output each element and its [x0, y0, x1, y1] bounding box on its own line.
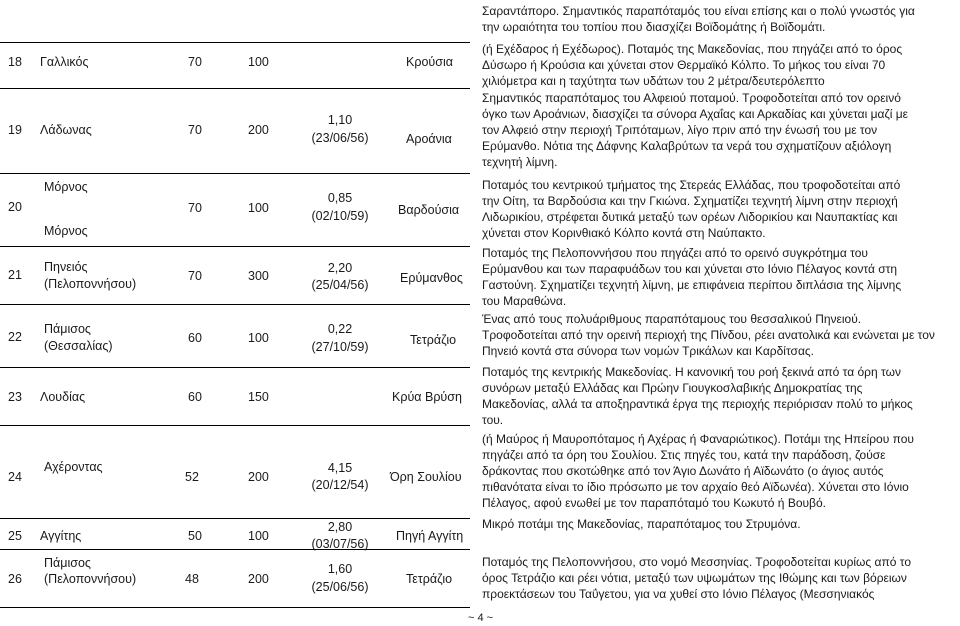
description-line: όρος Τετράζιο και ρέει νότια, μεταξύ των υψωμάτων της Ιθώμης και των βόρειων — [482, 571, 907, 585]
river-area: 300 — [248, 269, 269, 283]
page-number: ~ 4 ~ — [468, 612, 494, 624]
river-flow: 0,22 — [327, 322, 353, 336]
row-divider — [0, 425, 470, 426]
description-18 — [482, 41, 952, 89]
description-line: (ή Μαύρος ή Μαυροπόταμος ή Αχέρας ή Φαναριώτικος). Ποτάμι της Ηπείρου που — [482, 432, 914, 446]
river-flow: 4,15 — [327, 461, 353, 475]
flow-date: (23/06/56) — [311, 131, 369, 145]
description-line: τεχνητή λίμνη. — [482, 155, 558, 169]
row-number: 21 — [8, 268, 22, 282]
description-22 — [482, 311, 952, 359]
river-name-alt: Μόρνος — [44, 224, 88, 238]
river-source: Πηγή Αγγίτη — [396, 529, 464, 543]
river-source: Βαρδούσια — [398, 203, 460, 217]
river-source: Όρη Σουλίου — [390, 470, 462, 484]
description-line: Πέλαγος, αφού ενωθεί με τον παραπόταμό του Κωκυτό ή Βουβό. — [482, 496, 826, 510]
river-length: 60 — [188, 390, 202, 404]
row-number: 25 — [8, 529, 22, 543]
river-area: 150 — [248, 390, 269, 404]
river-flow: 1,60 — [327, 562, 353, 576]
row-divider — [0, 304, 470, 305]
river-name: Λάδωνας — [40, 123, 92, 137]
description-line: Ποταμός του κεντρικού τμήματος της Στερεάς Ελλάδας, που τροφοδοτείται από — [482, 178, 901, 192]
row-number: 22 — [8, 330, 22, 344]
description-line: την Οίτη, τα Βαρδούσια και την Γκιώνα. Σχηματίζει τεχνητή λίμνη στην περιοχή — [482, 194, 898, 208]
description-line: Ποταμός της κεντρικής Μακεδονίας. Η κανονική του ροή ξεκινά από τα όρη των — [482, 365, 901, 379]
flow-date: (03/07/56) — [311, 537, 369, 551]
river-name: Μόρνος — [44, 180, 88, 194]
row-divider — [0, 518, 470, 519]
river-name: Πηνειός — [44, 260, 88, 274]
river-name-alt: (Θεσσαλίας) — [44, 339, 113, 353]
river-flow: 2,20 — [327, 261, 353, 275]
description-line: συνόρων μεταξύ Ελλάδας και Πρώην Γιουγκοσλαβικής Δημοκρατίας της — [482, 381, 863, 395]
description-line: τον Αλφειό στην περιοχή Τριπόταμων, λίγο πριν από την ένωσή του με τον — [482, 123, 878, 137]
river-flow: 1,10 — [327, 113, 353, 127]
flow-date: (20/12/54) — [311, 478, 369, 492]
description-20 — [482, 177, 952, 241]
description-line: του Μαραθώνα. — [482, 294, 567, 308]
river-area: 200 — [248, 123, 269, 137]
description-line: (ή Εχέδαρος ή Εχέδωρος). Ποταμός της Μακεδονίας, που πηγάζει από το όρος — [482, 42, 903, 56]
river-length: 60 — [188, 331, 202, 345]
flow-date: (27/10/59) — [311, 340, 369, 354]
river-source: Κρύα Βρύση — [392, 390, 462, 404]
row-number: 26 — [8, 572, 22, 586]
description-24 — [482, 431, 952, 511]
row-number: 24 — [8, 470, 22, 484]
river-name: Λουδίας — [40, 390, 86, 404]
river-length: 70 — [188, 123, 202, 137]
river-area: 100 — [248, 55, 269, 69]
description-line: Ποταμός της Πελοποννήσου που πηγάζει από το ορεινό συγκρότημα του — [482, 246, 868, 260]
river-flow: 2,80 — [327, 520, 353, 534]
river-flow: 0,85 — [327, 191, 353, 205]
description-line: Ποταμός της Πελοποννήσου, στο νομό Μεσσηνίας. Τροφοδοτείται κυρίως από το — [482, 555, 912, 569]
description-line: πηγάζει από τα όρη του Σουλίου. Στις πηγές του, κατά την παράδοση, ζούσε — [482, 448, 886, 462]
river-area: 200 — [248, 470, 269, 484]
description-26 — [482, 554, 952, 602]
description-line: του. — [482, 413, 504, 427]
river-length: 70 — [188, 269, 202, 283]
row-number: 19 — [8, 123, 22, 137]
description-line: χύνεται στον Κορινθιακό Κόλπο κοντά στη Ναύπακτο. — [482, 226, 766, 240]
row-number: 20 — [8, 200, 22, 214]
river-length: 52 — [185, 470, 199, 484]
description-line: την ωραιότητα του τοπίου που διασχίζει Βοϊδομάτης ή Βοϊδομάτι. — [482, 20, 826, 34]
description-line: Ερύμανθο. Νότια της Δάφνης Καλαβρύτων τα νερά του σχηματίζουν αξιόλογη — [482, 139, 892, 153]
flow-date: (25/04/56) — [311, 278, 369, 292]
description-line: πιθανότατα είναι το ίδιο πρόσωπο με τον αρχαίο θεό Αϊδωνέα). Χύνεται στο Ιόνιο — [482, 480, 909, 494]
row-number: 18 — [8, 55, 22, 69]
row-number: 23 — [8, 390, 22, 404]
description-line: Πηνειό κοντά στα σύνορα των νομών Τρικάλων και Καρδίτσας. — [482, 344, 814, 358]
description-19 — [482, 90, 952, 170]
row-divider — [0, 42, 470, 43]
river-length: 50 — [188, 529, 202, 543]
row-divider — [0, 246, 470, 247]
river-name: Πάμισος — [44, 556, 91, 570]
river-source: Ερύμανθος — [400, 271, 463, 285]
row-divider — [0, 88, 470, 89]
flow-date: (25/06/56) — [311, 580, 369, 594]
river-source: Αροάνια — [406, 132, 452, 146]
river-name: Γαλλικός — [40, 55, 89, 69]
description-line: Τροφοδοτείται από την ορεινή περιοχή της Πίνδου, ρέει ανατολικά και ενώνεται με τον — [482, 328, 935, 342]
description-line: Ερύμανθου και των παραφυάδων του και χύνεται στο Ιόνιο Πέλαγος κοντά στη — [482, 262, 898, 276]
description-line: Ένας από τους πολυάριθμους παραπόταμους του θεσσαλικού Πηνειού. — [482, 312, 862, 326]
river-source: Τετράζιο — [410, 333, 457, 347]
river-length: 70 — [188, 201, 202, 215]
description-23 — [482, 364, 952, 428]
river-name-alt: (Πελοποννήσου) — [44, 277, 137, 291]
river-length: 70 — [188, 55, 202, 69]
row-divider — [0, 549, 470, 550]
description-line: Δύσωρο ή Κρούσια και χύνεται στον Θερμαϊκό Κόλπο. Το μήκος του είναι 70 — [482, 58, 886, 72]
river-area: 100 — [248, 201, 269, 215]
description-line: Μακεδονίας, αλλά τα αποξηραντικά έργα της περιοχής περιόρισαν πολύ το μήκος — [482, 397, 913, 411]
description-line: Σημαντικός παραπόταμος του Αλφειού ποταμού. Τροφοδοτείται από τον ορεινό — [482, 91, 901, 105]
row-divider — [0, 607, 470, 608]
description-line: προεκτάσεων του Ταΰγετου, για να χυθεί στο Ιόνιο Πέλαγος (Μεσσηνιακός — [482, 587, 875, 601]
river-name: Αγγίτης — [40, 529, 82, 543]
description-21 — [482, 245, 952, 309]
river-name: Αχέροντας — [44, 460, 103, 474]
description-line: δράκοντας που σκοτώθηκε από τον Άγιο Δωνάτο ή Αϊδωνάτο (ο άγιος αυτός — [482, 464, 884, 478]
description-17 — [482, 3, 952, 35]
river-name: Πάμισος — [44, 322, 91, 336]
river-area: 200 — [248, 572, 269, 586]
river-area: 100 — [248, 529, 269, 543]
description-line: Σαραντάπορο. Σημαντικός παραπόταμός του είναι επίσης και ο πολύ γνωστός για — [482, 4, 915, 18]
description-line: Γαστούνη. Σχηματίζει τεχνητή λίμνη, με επιφάνεια περίπου διπλάσια της λίμνης — [482, 278, 902, 292]
description-25 — [482, 516, 952, 532]
river-length: 48 — [185, 572, 199, 586]
row-divider — [0, 173, 470, 174]
river-source: Κρούσια — [406, 55, 453, 69]
row-divider — [0, 367, 470, 368]
river-source: Τετράζιο — [406, 572, 453, 586]
description-line: χιλιόμετρα και η ταχύτητα των υδάτων του 2 μέτρα/δευτερόλεπτο — [482, 74, 825, 88]
description-line: Λιδωρικίου, στρέφεται δυτικά μεταξύ των ορέων Λιδορικίου και Ναυπακτίας και — [482, 210, 898, 224]
description-line: Μικρό ποτάμι της Μακεδονίας, παραπόταμος του Στρυμόνα. — [482, 517, 801, 531]
river-name-alt: (Πελοποννήσου) — [44, 572, 137, 586]
river-area: 100 — [248, 331, 269, 345]
flow-date: (02/10/59) — [311, 209, 369, 223]
description-line: όγκο των Αροάνιων, διασχίζει τα σύνορα Αχαΐας και Αρκαδίας και χύνεται μαζί με — [482, 107, 908, 121]
